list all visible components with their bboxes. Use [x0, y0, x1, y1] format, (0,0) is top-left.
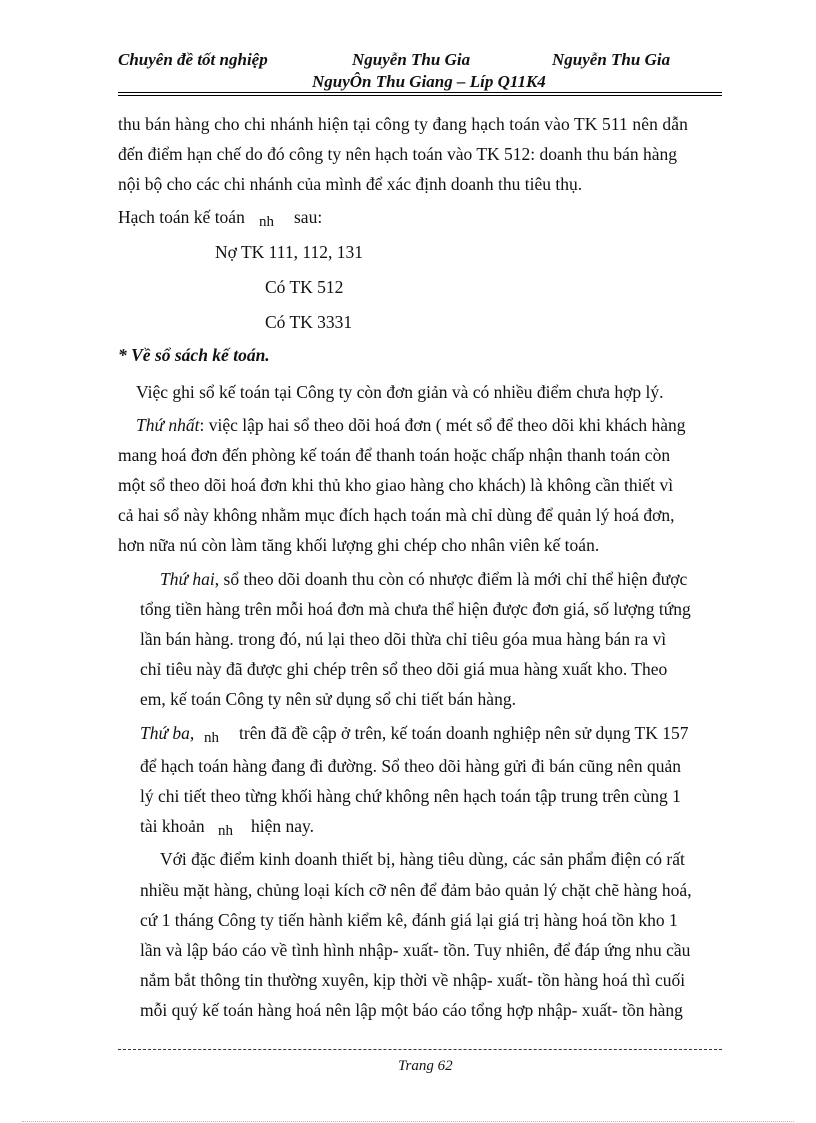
header-rule — [118, 92, 722, 93]
p4-line-4: chỉ tiêu này đã được ghi chép trên sổ theo dõi giá mua hàng xuất kho. Theo — [140, 659, 668, 679]
entry-debit: Nợ TK 111, 112, 131 — [215, 242, 363, 262]
p3-line-2: mang hoá đơn đến phòng kế toán để thanh toán hoặc chấp nhận thanh toán còn — [118, 445, 671, 465]
p3-line-4: cả hai sổ này không nhằm mục đích hạch toán mà chỉ dùng để quản lý hoá đơn, — [118, 505, 675, 525]
p3-text-1: : việc lập hai sổ theo dõi hoá đơn ( mét sổ để theo dõi khi khách hàng — [199, 415, 686, 435]
header-rule-2 — [118, 95, 722, 96]
header-right: Nguyễn Thu Gia — [552, 50, 671, 69]
p6-line-2: nhiều mặt hàng, chủng loại kích cỡ nên để đảm bảo quản lý chặt chẽ hàng hoá, — [140, 880, 692, 900]
p1-line-2: đến điểm hạn chế do đó công ty nên hạch toán vào TK 512: doanh thu bán hàng — [118, 144, 678, 164]
page-edge — [22, 1121, 794, 1122]
p5-nh: nh — [204, 730, 219, 746]
p3-label: Thứ nhất — [136, 415, 200, 435]
p5-line-4a: tài khoản — [140, 816, 205, 836]
p3-line-5: hơn nữa nú còn làm tăng khối lượng ghi chép cho nhân viên kế toán. — [118, 535, 600, 555]
p1-line-3: nội bộ cho các chi nhánh của mình để xác định doanh thu tiêu thụ. — [118, 174, 583, 194]
page-number: Trang 62 — [398, 1058, 453, 1074]
p6-line-3: cứ 1 tháng Công ty tiến hành kiểm kê, đánh giá lại giá trị hàng hoá tồn kho 1 — [140, 910, 678, 930]
p4-text-1: , sổ theo dõi doanh thu còn có nhược điểm là mới chỉ thể hiện được — [214, 569, 688, 589]
p2: Việc ghi sổ kế toán tại Công ty còn đơn giản và có nhiều điểm chưa hợp lý. — [136, 382, 664, 402]
entry-sau: sau: — [294, 207, 323, 227]
section-heading: * Về sổ sách kế toán. — [118, 345, 270, 365]
entry-intro: Hạch toán kế toán — [118, 207, 245, 227]
header-mid: Nguyễn Thu Gia — [352, 50, 471, 69]
header-line2: NguyÔn Thu Giang – Líp Q11K4 — [312, 72, 546, 91]
entry-credit-2: Có TK 3331 — [265, 312, 353, 332]
p4-line-2: tổng tiền hàng trên mỗi hoá đơn mà chưa thể hiện được đơn giá, số lượng tứng — [140, 599, 691, 619]
p6-line-6: mỗi quý kế toán hàng hoá nên lập một báo cáo tổng hợp nhập- xuất- tồn hàng — [140, 1000, 683, 1020]
p3-line-3: một sổ theo dõi hoá đơn khi thủ kho giao hàng cho khách) là không cần thiết vì — [118, 475, 674, 495]
p6-line-5: nắm bắt thông tin thường xuyên, kịp thời về nhập- xuất- tồn hàng hoá thì cuối — [140, 970, 686, 990]
p4-line-1 — [160, 569, 687, 590]
p5-line-4b: hiện nay. — [251, 816, 315, 836]
p5-label: Thứ ba, — [140, 723, 195, 743]
p5-line-1: trên đã đề cập ở trên, kế toán doanh nghiệp nên sử dụng TK 157 — [239, 723, 689, 743]
entry-nh: nh — [259, 214, 274, 230]
footer-rule — [118, 1049, 722, 1050]
p3-line-1 — [136, 415, 686, 436]
p4-line-5: em, kế toán Công ty nên sử dụng sổ chi tiết bán hàng. — [140, 689, 516, 709]
p6-line-1: Với đặc điểm kinh doanh thiết bị, hàng tiêu dùng, các sản phẩm điện có rất — [160, 849, 685, 869]
p4-label: Thứ hai — [160, 569, 215, 589]
entry-credit-1: Có TK 512 — [265, 277, 344, 297]
p4-line-3: lần bán hàng. trong đó, nú lại theo dõi thừa chỉ tiêu góa mua hàng bán ra vì — [140, 629, 667, 649]
p5-line-4-nh: nh — [218, 823, 233, 839]
p5-line-3: lý chi tiết theo từng khối hàng chứ không nên hạch toán tập trung trên cùng 1 — [140, 786, 681, 806]
p6-line-4: lần và lập báo cáo về tình hình nhập- xuất- tồn. Tuy nhiên, để đáp ứng nhu cầu — [140, 940, 691, 960]
header-left: Chuyên đề tốt nghiệp — [118, 50, 268, 69]
p1-line-1: thu bán hàng cho chi nhánh hiện tại công ty đang hạch toán vào TK 511 nên dẫn — [118, 114, 688, 134]
p5-line-2: để hạch toán hàng đang đi đường. Sổ theo dõi hàng gửi đi bán cũng nên quản — [140, 756, 681, 776]
